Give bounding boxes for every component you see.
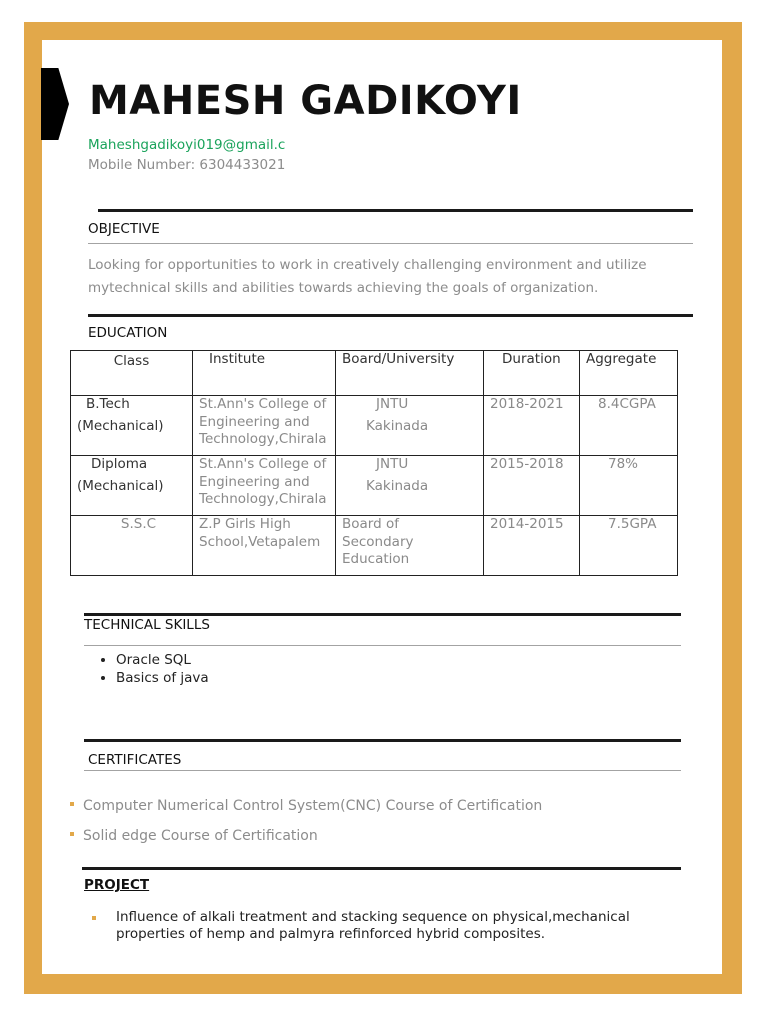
class-name: B.Tech (86, 396, 130, 412)
bullet-square-icon (92, 916, 96, 920)
institute-cell: Z.P Girls High School,Vetapalem (193, 516, 336, 576)
skills-heading: TECHNICAL SKILLS (84, 617, 210, 633)
class-cell (71, 456, 193, 516)
project-text: Influence of alkali treatment and stacking sequence on physical,mechanical properties of hemp and palmyra refinforced hybrid composites. (116, 909, 630, 942)
class-name: Diploma (91, 456, 148, 472)
board-cell: Board of Secondary Education (336, 516, 484, 576)
education-header-row (71, 351, 678, 396)
institute-cell: St.Ann's College of Engineering and Technology,Chirala (193, 456, 336, 516)
column-header-class: Class (71, 351, 193, 396)
class-cell (71, 516, 193, 576)
column-header-duration: Duration (484, 351, 580, 396)
table-row (71, 456, 678, 516)
education-heading: EDUCATION (88, 325, 168, 341)
objective-heading: OBJECTIVE (88, 221, 160, 237)
aggregate-cell: 7.5GPA (580, 516, 678, 576)
board-name: JNTU (376, 456, 409, 472)
certificates-bottom-rule (84, 770, 681, 771)
certificates-top-rule (84, 739, 681, 742)
aggregate-cell: 78% (580, 456, 678, 516)
board-cell (336, 456, 484, 516)
objective-bottom-rule (88, 243, 693, 244)
class-branch: (Mechanical) (77, 418, 164, 434)
bullet-square-icon (70, 802, 74, 806)
institute-cell: St.Ann's College of Engineering and Technology,Chirala (193, 396, 336, 456)
skills-list (90, 651, 209, 687)
certificate-text: Computer Numerical Control System(CNC) Course of Certification (83, 798, 543, 814)
duration-cell: 2018-2021 (484, 396, 580, 456)
email-address[interactable]: Maheshgadikoyi019@gmail.c (88, 137, 286, 153)
aggregate-cell: 8.4CGPA (580, 396, 678, 456)
board-cell (336, 396, 484, 456)
column-header-institute: Institute (193, 351, 336, 396)
mobile-number: Mobile Number: 6304433021 (88, 157, 286, 173)
duration-cell: 2015-2018 (484, 456, 580, 516)
certificates-heading: CERTIFICATES (88, 752, 182, 768)
project-top-rule (82, 867, 681, 870)
objective-text: Looking for opportunities to work in creatively challenging environment and utilize mytechnical skills and abilities towards achieving the goals of organization. (88, 257, 647, 296)
column-header-board: Board/University (336, 351, 484, 396)
class-branch: (Mechanical) (77, 478, 164, 494)
project-heading: PROJECT (84, 877, 150, 893)
duration-cell: 2014-2015 (484, 516, 580, 576)
board-city: Kakinada (366, 478, 429, 494)
board-name: JNTU (376, 396, 409, 412)
certificate-text: Solid edge Course of Certification (83, 828, 318, 844)
skills-bottom-rule (84, 645, 681, 646)
list-item: • Oracle SQL (116, 651, 209, 669)
table-row (71, 516, 678, 576)
certificate-item (70, 798, 542, 814)
project-item (92, 909, 652, 943)
bullet-square-icon (70, 832, 74, 836)
board-city: Kakinada (366, 418, 429, 434)
certificate-item (70, 828, 318, 844)
class-cell (71, 396, 193, 456)
candidate-name: MAHESH GADIKOYI (89, 78, 522, 124)
skills-top-rule (84, 613, 681, 616)
education-table (70, 350, 678, 576)
objective-top-rule (98, 209, 693, 212)
table-row (71, 396, 678, 456)
class-name: S.S.C (120, 516, 157, 532)
list-item: • Basics of java (116, 669, 209, 687)
education-top-rule (88, 314, 693, 317)
column-header-aggregate: Aggregate (580, 351, 678, 396)
